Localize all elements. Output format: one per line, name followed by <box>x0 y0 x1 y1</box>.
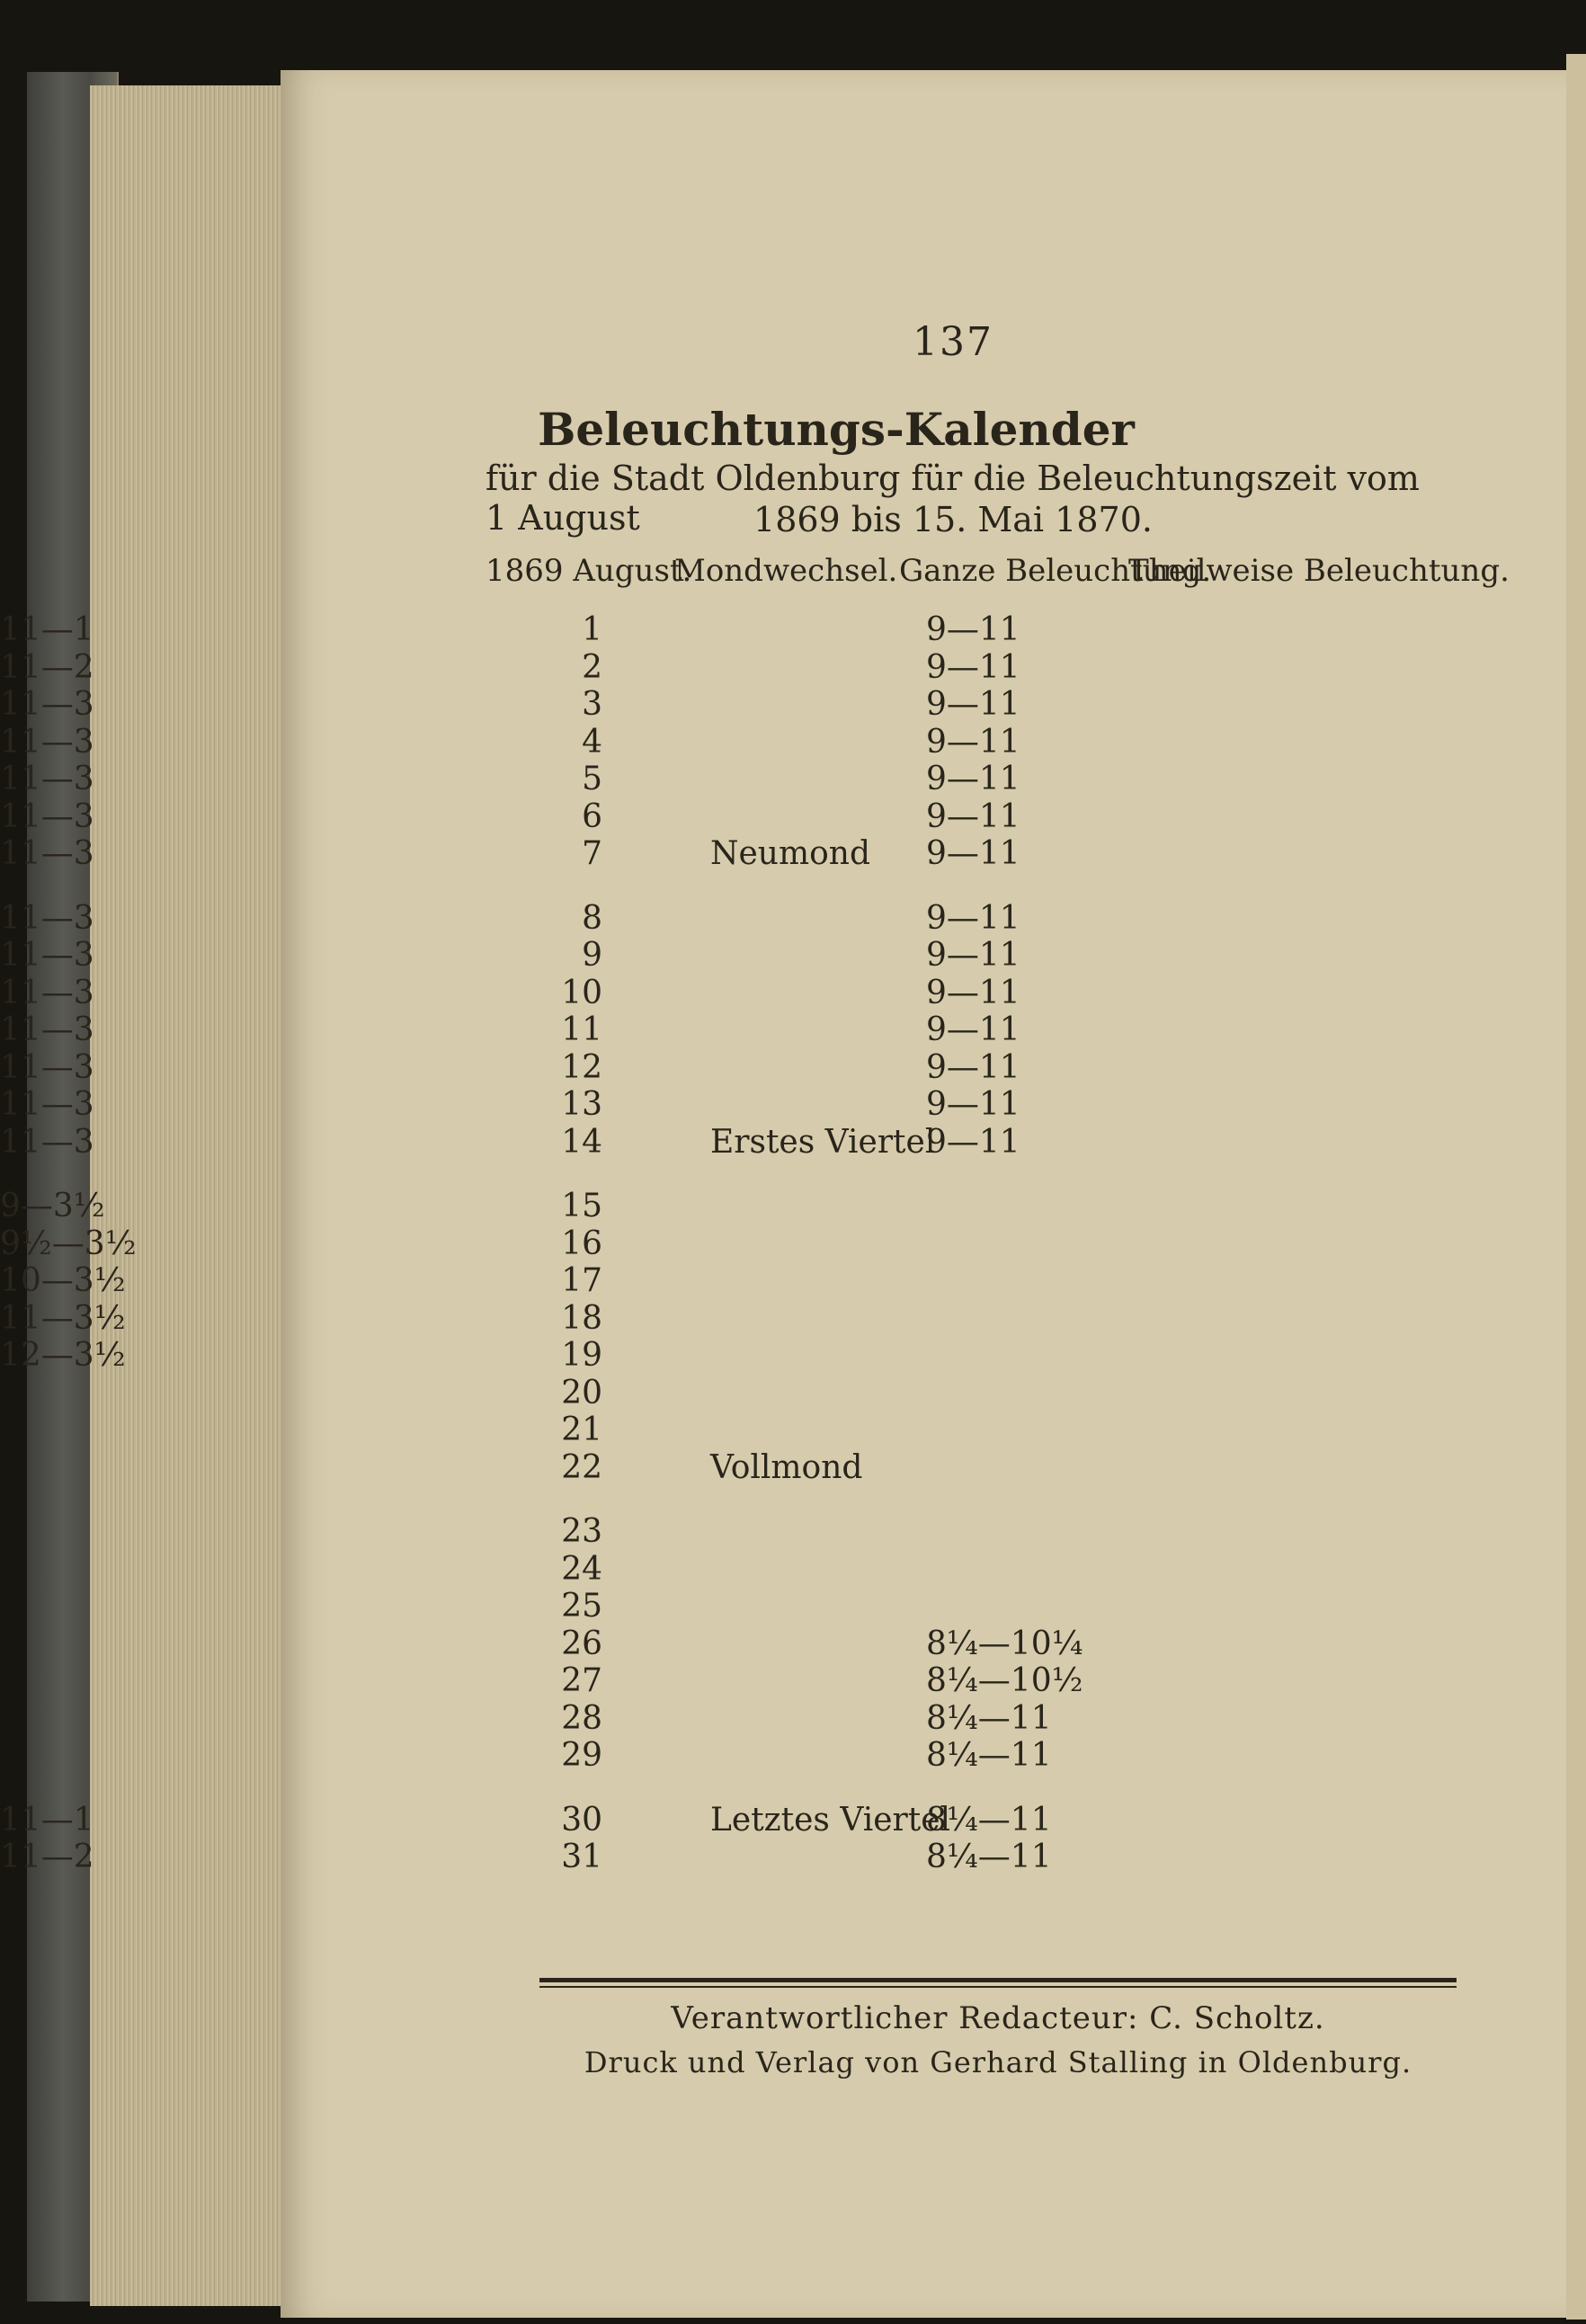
full-lighting-cell: 8¼—11 <box>926 1801 1052 1839</box>
table-row <box>0 937 1586 973</box>
partial-lighting-cell: 9—3½ <box>0 1188 105 1224</box>
full-lighting-cell: 9—11 <box>926 1086 1020 1123</box>
day-cell: 13 <box>561 1086 602 1123</box>
partial-lighting-cell: 11—3 <box>0 1011 94 1048</box>
partial-lighting-cell: 11—3 <box>0 974 94 1011</box>
moon-phase-cell: Neumond <box>710 835 871 872</box>
day-cell: 25 <box>561 1588 602 1625</box>
day-cell: 12 <box>561 1048 602 1086</box>
day-cell: 6 <box>582 797 602 835</box>
moon-phase-cell: Letztes Viertel <box>710 1801 951 1839</box>
full-lighting-cell: 9—11 <box>926 835 1020 872</box>
partial-lighting-cell: 11—3 <box>0 835 94 872</box>
day-cell: 18 <box>561 1299 602 1337</box>
table-row <box>0 1124 1586 1160</box>
table-row <box>0 611 1586 647</box>
day-cell: 23 <box>561 1513 602 1550</box>
full-lighting-cell: 9—11 <box>926 648 1020 686</box>
partial-lighting-cell: 11—3 <box>0 686 94 723</box>
partial-lighting-cell: 11—3½ <box>0 1299 126 1337</box>
day-cell: 22 <box>561 1448 602 1486</box>
day-cell: 15 <box>561 1188 602 1224</box>
table-row <box>0 649 1586 685</box>
table-row <box>0 1300 1586 1336</box>
table-row <box>0 1086 1586 1122</box>
day-cell: 3 <box>582 686 602 723</box>
partial-lighting-cell: 11—3 <box>0 723 94 761</box>
table-row <box>0 1449 1586 1485</box>
table-row <box>0 1513 1586 1549</box>
column-header-month: 1869 August. <box>486 553 692 589</box>
full-lighting-cell: 8¼—10½ <box>926 1662 1083 1699</box>
subtitle-line-2: 1869 bis 15. Mai 1870. <box>753 500 1153 539</box>
partial-lighting-cell: 11—3 <box>0 1048 94 1086</box>
partial-lighting-cell: 11—1 <box>0 1801 94 1839</box>
full-lighting-cell: 9—11 <box>926 1011 1020 1048</box>
day-cell: 10 <box>561 974 602 1011</box>
page-number: 137 <box>913 319 993 365</box>
table-row <box>0 975 1586 1011</box>
table-row <box>0 1262 1586 1298</box>
day-cell: 11 <box>561 1011 602 1048</box>
full-lighting-cell: 9—11 <box>926 686 1020 723</box>
full-lighting-cell: 9—11 <box>926 1048 1020 1086</box>
day-cell: 24 <box>561 1550 602 1588</box>
table-row <box>0 1411 1586 1447</box>
column-header-partial: Theilweise Beleuchtung. <box>1128 553 1510 589</box>
day-cell: 8 <box>582 899 602 937</box>
day-cell: 14 <box>561 1123 602 1161</box>
full-lighting-cell: 9—11 <box>926 761 1020 797</box>
subtitle-line-1: für die Stadt Oldenburg für die Beleuchtungszeit vom 1 August <box>486 459 1420 538</box>
partial-lighting-cell: 11—3 <box>0 899 94 937</box>
full-lighting-cell: 8¼—11 <box>926 1737 1052 1774</box>
full-lighting-cell: 9—11 <box>926 611 1020 648</box>
table-row <box>0 1049 1586 1085</box>
table-row <box>0 1625 1586 1661</box>
partial-lighting-cell: 11—2 <box>0 648 94 686</box>
full-lighting-cell: 9—11 <box>926 1123 1020 1161</box>
table-row <box>0 1737 1586 1773</box>
day-cell: 30 <box>561 1801 602 1839</box>
full-lighting-cell: 9—11 <box>926 723 1020 761</box>
day-cell: 19 <box>561 1337 602 1374</box>
table-row <box>0 1839 1586 1874</box>
table-row <box>0 798 1586 834</box>
table-row <box>0 1802 1586 1838</box>
day-cell: 5 <box>582 761 602 797</box>
table-row <box>0 686 1586 722</box>
page-title: Beleuchtungs-Kalender <box>538 403 1135 456</box>
day-cell: 27 <box>561 1662 602 1699</box>
day-cell: 21 <box>561 1411 602 1448</box>
full-lighting-cell: 9—11 <box>926 937 1020 974</box>
day-cell: 29 <box>561 1737 602 1774</box>
day-cell: 16 <box>561 1224 602 1262</box>
table-row <box>0 835 1586 871</box>
day-cell: 17 <box>561 1262 602 1299</box>
table-row <box>0 1188 1586 1224</box>
full-lighting-cell: 9—11 <box>926 797 1020 835</box>
day-cell: 1 <box>582 611 602 648</box>
moon-phase-cell: Vollmond <box>710 1448 863 1486</box>
day-cell: 7 <box>582 835 602 872</box>
partial-lighting-cell: 11—3 <box>0 761 94 797</box>
column-header-full: Ganze Beleuchtung. <box>899 553 1212 589</box>
partial-lighting-cell: 11—3 <box>0 1123 94 1161</box>
full-lighting-cell: 9—11 <box>926 974 1020 1011</box>
table-row <box>0 1662 1586 1698</box>
table-row <box>0 1375 1586 1411</box>
footer-publisher: Druck und Verlag von Gerhard Stalling in Oldenburg. <box>584 2045 1412 2079</box>
day-cell: 31 <box>561 1839 602 1875</box>
table-row <box>0 1588 1586 1624</box>
footer-rule-thin <box>539 1986 1457 1988</box>
column-header-moon: Mondwechsel. <box>674 553 898 589</box>
partial-lighting-cell: 11—3 <box>0 937 94 974</box>
partial-lighting-cell: 10—3½ <box>0 1262 126 1299</box>
partial-lighting-cell: 11—1 <box>0 611 94 648</box>
partial-lighting-cell: 11—3 <box>0 1086 94 1123</box>
day-cell: 2 <box>582 648 602 686</box>
full-lighting-cell: 8¼—10¼ <box>926 1625 1083 1662</box>
table-row <box>0 1551 1586 1587</box>
footer-rule <box>539 1978 1457 1982</box>
table-row <box>0 1011 1586 1047</box>
table-row <box>0 1700 1586 1736</box>
day-cell: 20 <box>561 1374 602 1411</box>
day-cell: 26 <box>561 1625 602 1662</box>
table-row <box>0 761 1586 797</box>
day-cell: 9 <box>582 937 602 974</box>
table-row <box>0 900 1586 936</box>
day-cell: 28 <box>561 1699 602 1737</box>
partial-lighting-cell: 11—2 <box>0 1839 94 1875</box>
partial-lighting-cell: 12—3½ <box>0 1337 126 1374</box>
partial-lighting-cell: 11—3 <box>0 797 94 835</box>
table-row <box>0 1337 1586 1373</box>
full-lighting-cell: 8¼—11 <box>926 1839 1052 1875</box>
full-lighting-cell: 9—11 <box>926 899 1020 937</box>
moon-phase-cell: Erstes Viertel <box>710 1123 936 1161</box>
table-row <box>0 1225 1586 1261</box>
day-cell: 4 <box>582 723 602 761</box>
full-lighting-cell: 8¼—11 <box>926 1699 1052 1737</box>
footer-editor: Verantwortlicher Redacteur: C. Scholtz. <box>671 2000 1325 2036</box>
partial-lighting-cell: 9½—3½ <box>0 1224 137 1262</box>
table-row <box>0 724 1586 760</box>
